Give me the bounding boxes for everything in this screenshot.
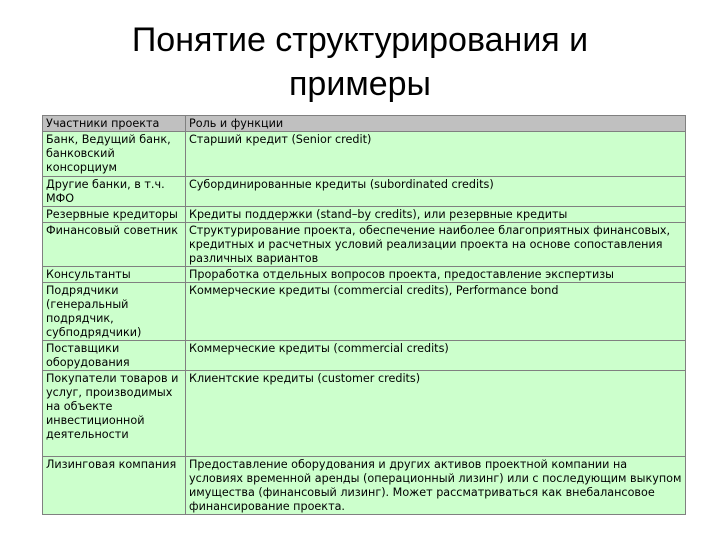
slide-title (0, 18, 720, 106)
table-row (43, 283, 686, 341)
role-text: Субординированные кредиты (subordinated credits) (189, 178, 494, 191)
role-text: Проработка отдельных вопросов проекта, предоставление экспертизы (189, 268, 614, 281)
participant-cell (43, 371, 186, 457)
participant-text: Другие банки, в т.ч. МФО (46, 178, 165, 205)
table-row (43, 371, 686, 457)
participant-text: Резервные кредиторы (46, 208, 178, 221)
role-cell (186, 177, 686, 207)
participant-text: Покупатели товаров и услуг, производимых на объекте инвестиционной деятельности (46, 372, 179, 441)
role-text: Структурирование проекта, обеспечение наиболее благоприятных финансовых, кредитных и расчетных условий реализации проекта на основе сопоставления различных вариантов (189, 224, 671, 265)
participant-cell (43, 457, 186, 515)
participant-text: Финансовый советник (46, 224, 178, 237)
participant-cell (43, 223, 186, 267)
role-cell (186, 283, 686, 341)
table-row (43, 267, 686, 283)
role-text: Старший кредит (Senior credit) (189, 133, 372, 146)
role-cell (186, 223, 686, 267)
table-row (43, 207, 686, 223)
participant-cell (43, 207, 186, 223)
role-cell (186, 132, 686, 177)
table-row (43, 177, 686, 207)
table-row (43, 132, 686, 177)
slide-title-line-1: Понятие структурирования и (131, 21, 589, 59)
role-text: Предоставление оборудования и других активов проектной компании на условиях временной аренды (операционный лизинг) или с последующим выкупом имущества (финансовый лизинг). Может рассматриваться как внебалансовое финансирование проекта. (189, 458, 682, 513)
participant-cell (43, 283, 186, 341)
role-cell (186, 457, 686, 515)
role-cell (186, 267, 686, 283)
table-row (43, 223, 686, 267)
column-header-role: Роль и функции (186, 116, 686, 132)
participant-text: Банк, Ведущий банк, банковский консорциум (46, 133, 171, 174)
role-cell (186, 207, 686, 223)
participant-cell (43, 177, 186, 207)
slide-title-line-2: примеры (289, 65, 431, 103)
participant-cell (43, 132, 186, 177)
participants-table (42, 115, 686, 515)
table-row (43, 341, 686, 371)
role-cell (186, 371, 686, 457)
column-header-participants: Участники проекта (43, 116, 186, 132)
role-text: Кредиты поддержки (stand–by credits), или резервные кредиты (189, 208, 568, 221)
table-header-row (43, 116, 686, 132)
participant-text: Подрядчики (генеральный подрядчик, субподрядчики) (46, 284, 142, 339)
role-text: Клиентские кредиты (customer credits) (189, 372, 421, 385)
participant-cell (43, 267, 186, 283)
role-text: Коммерческие кредиты (commercial credits), Performance bond (189, 284, 559, 297)
participant-text: Поставщики оборудования (46, 342, 130, 369)
participant-text: Лизинговая компания (46, 458, 177, 471)
role-cell (186, 341, 686, 371)
table-row (43, 457, 686, 515)
participants-table-container (42, 115, 685, 515)
role-text: Коммерческие кредиты (commercial credits) (189, 342, 449, 355)
participant-cell (43, 341, 186, 371)
participant-text: Консультанты (46, 268, 131, 281)
